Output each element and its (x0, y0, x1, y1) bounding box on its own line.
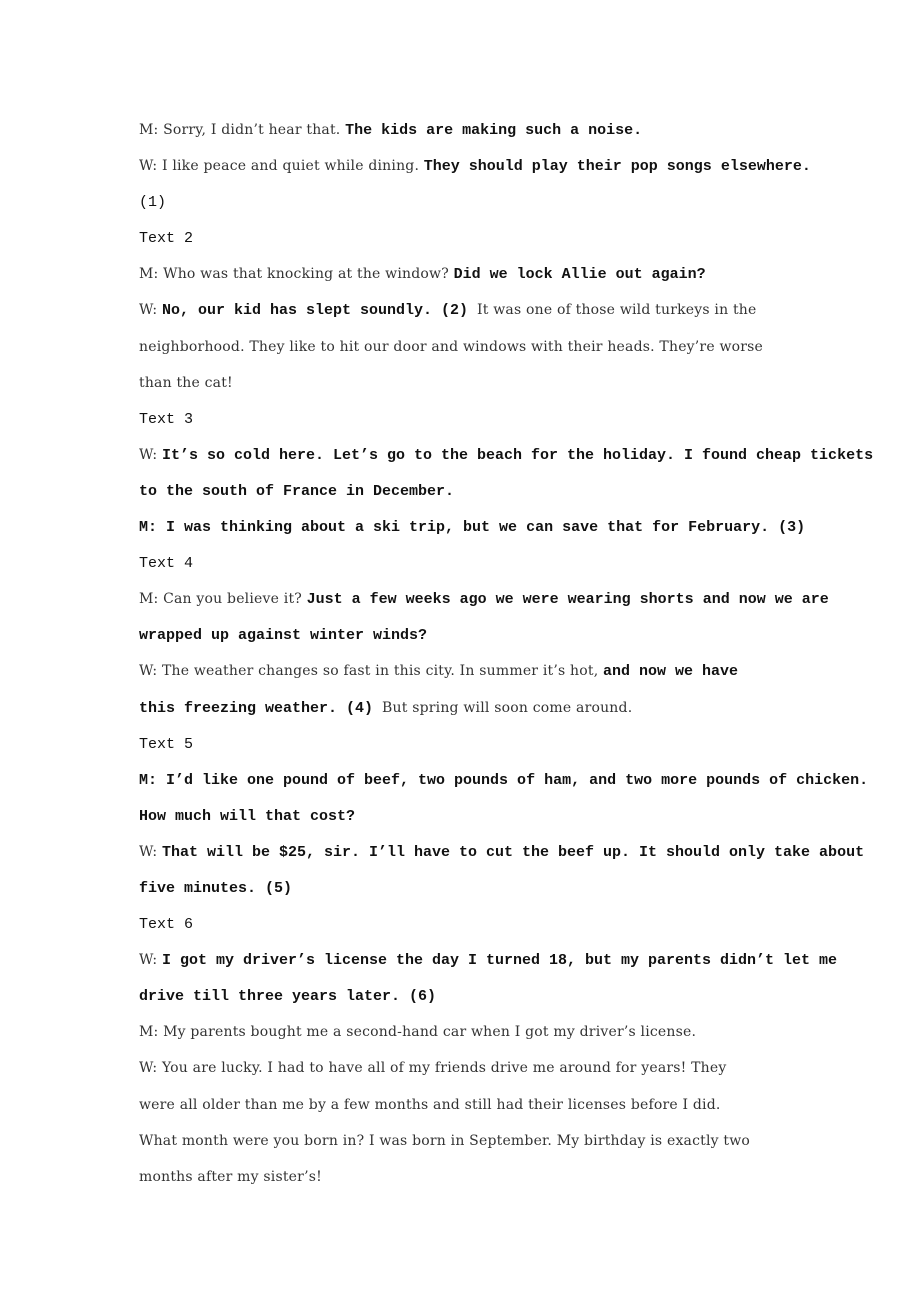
text-segment: W: I like peace and quiet while dining. (139, 158, 424, 175)
text-segment: But spring will soon come around. (382, 699, 633, 716)
text-segment: months after my sister’s! (139, 1168, 322, 1185)
heading-text-segment: Text 4 (139, 555, 194, 573)
text-line (139, 220, 799, 256)
bold-text-segment: M: I was thinking about a ski trip, but we can save that for February. (3) (139, 519, 806, 537)
bold-text-segment: M: I’d like one pound of beef, two pounds of ham, and two more pounds of chicken. (139, 771, 869, 789)
bold-text-segment: I got my driver’s license the day I turned 18, but my parents didn’t let me (161, 952, 838, 970)
text-line (139, 401, 799, 437)
text-line (139, 184, 799, 220)
text-line (139, 437, 874, 473)
text-segment: W: (139, 302, 162, 319)
heading-text-segment: Text 3 (139, 410, 194, 428)
text-line (139, 762, 869, 798)
text-line (139, 978, 799, 1014)
text-line (139, 726, 799, 762)
text-line (139, 148, 811, 184)
heading-text-segment: Text 2 (139, 230, 194, 248)
text-line (139, 1014, 799, 1050)
text-line (139, 365, 799, 401)
bold-text-segment: this freezing weather. (4) (139, 699, 383, 717)
heading-text-segment: Text 5 (139, 735, 194, 753)
text-line (139, 834, 865, 870)
bold-text-segment: How much will that cost? (139, 807, 356, 825)
text-line (139, 653, 799, 689)
text-line (139, 256, 799, 292)
text-line (139, 329, 799, 365)
bold-text-segment: drive till three years later. (6) (139, 988, 437, 1006)
text-line (139, 870, 799, 906)
text-segment: What month were you born in? I was born in September. My birthday is exactly two (139, 1132, 751, 1149)
text-segment: W: You are lucky. I had to have all of my friends drive me around for years! They (139, 1060, 727, 1077)
text-line (139, 112, 799, 148)
text-segment: W: (139, 446, 162, 463)
text-segment: M: Sorry, I didn’t hear that. (139, 122, 346, 138)
bold-text-segment: to the south of France in December. (139, 482, 455, 500)
text-line (139, 581, 829, 617)
text-segment: M: My parents bought me a second-hand car when I got my driver’s license. (139, 1024, 697, 1041)
bold-text-segment: It’s so cold here. Let’s go to the beach for the holiday. I found cheap tickets (161, 446, 874, 464)
bold-text-segment: The kids are making such a noise. (345, 122, 643, 139)
bold-text-segment: Just a few weeks ago we were wearing shorts and now we are (306, 591, 829, 609)
text-segment: W: The weather changes so fast in this city. In summer it’s hot, (139, 663, 604, 680)
text-segment: It was one of those wild turkeys in the (477, 302, 757, 319)
bold-text-segment: They should play their pop songs elsewhere. (423, 158, 811, 176)
text-line (139, 292, 799, 328)
text-segment: M: Can you believe it? (139, 591, 307, 608)
text-segment: neighborhood. They like to hit our door and windows with their heads. They’re worse (139, 338, 764, 355)
text-line (139, 473, 799, 509)
bold-text-segment: wrapped up against winter winds? (139, 627, 428, 645)
text-segment: M: Who was that knocking at the window? (139, 266, 454, 283)
bold-text-segment: five minutes. (5) (139, 879, 293, 897)
text-segment: W: (139, 952, 162, 969)
text-line (139, 1159, 799, 1195)
text-line (139, 617, 799, 653)
bold-text-segment: Did we lock Allie out again? (453, 266, 706, 284)
text-line (139, 1050, 799, 1086)
text-segment: W: (139, 843, 162, 860)
text-line (139, 942, 838, 978)
text-line (139, 798, 799, 834)
text-segment: than the cat! (139, 374, 233, 391)
text-line (139, 906, 799, 942)
text-segment: were all older than me by a few months and still had their licenses before I did. (139, 1096, 721, 1113)
document-page (139, 112, 874, 1195)
heading-text-segment: Text 6 (139, 916, 194, 934)
text-line (139, 1123, 799, 1159)
text-line (139, 1087, 799, 1123)
text-line (139, 545, 799, 581)
heading-text-segment: (1) (139, 194, 167, 212)
text-line (139, 509, 806, 545)
bold-text-segment: and now we have (603, 663, 739, 681)
bold-text-segment: No, our kid has slept soundly. (2) (161, 302, 478, 320)
text-line (139, 690, 799, 726)
bold-text-segment: That will be $25, sir. I’ll have to cut the beef up. It should only take about (161, 843, 865, 861)
